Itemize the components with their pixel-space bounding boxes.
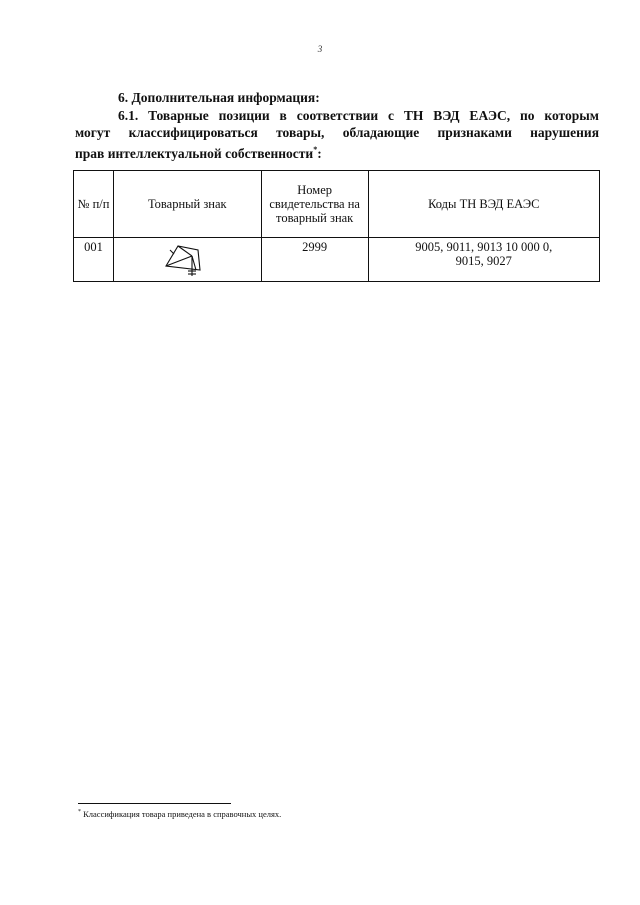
footnote-marker-bottom: * [78, 809, 81, 815]
subsection-text [75, 107, 599, 162]
table-row [74, 238, 600, 282]
header-certificate: Номер свидетельства на товарный знак [261, 171, 368, 238]
table-header-row [74, 171, 600, 238]
page-number: 3 [317, 44, 323, 54]
goods-table [73, 170, 600, 282]
footnote-text: Классификация товара приведена в справочных целях. [83, 809, 282, 819]
row-number: 001 [74, 238, 114, 282]
header-codes: Коды ТН ВЭД ЕАЭС [368, 171, 599, 238]
codes-line-2: 9015, 9027 [455, 254, 512, 268]
subsection-line-3-text: прав интеллектуальной собственности [75, 146, 314, 161]
subsection-line-3 [75, 141, 599, 162]
header-number: № п/п [74, 171, 114, 238]
trademark-logo-icon [152, 242, 222, 278]
subsection-line-1: 6.1. Товарные позиции в соответствии с ТН ВЭД ЕАЭС, по которым [118, 108, 599, 123]
footnote [78, 809, 281, 819]
certificate-number: 2999 [261, 238, 368, 282]
trademark-cell [113, 238, 261, 282]
section-heading: 6. Дополнительная информация: [118, 90, 320, 105]
codes-cell [368, 238, 599, 282]
footnote-divider [78, 803, 231, 804]
footnote-marker: * [313, 145, 318, 154]
codes-line-1: 9005, 9011, 9013 10 000 0, [415, 240, 553, 254]
subsection-line-2: могут классифицироваться товары, обладающие признаками нарушения [75, 125, 599, 140]
subsection-colon: : [317, 146, 322, 161]
header-trademark: Товарный знак [113, 171, 261, 238]
